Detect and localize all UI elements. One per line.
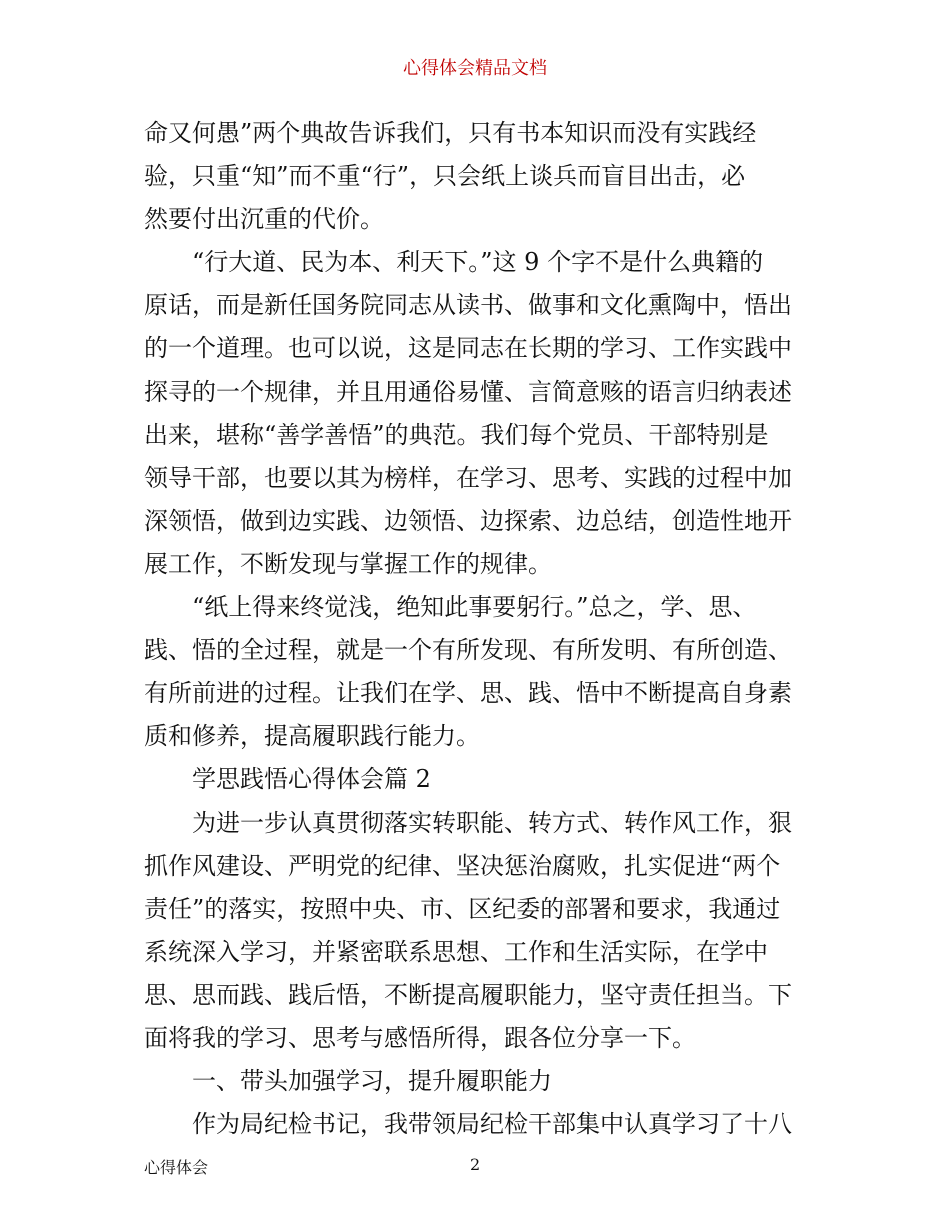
text-line: “行大道、民为本、利天下。”这 9 个字不是什么典籍的 <box>144 248 764 277</box>
text-line: 展工作，不断发现与掌握工作的规律。 <box>144 549 552 578</box>
page-number: 2 <box>470 1155 481 1174</box>
text-line: 出来，堪称“善学善悟”的典范。我们每个党员、干部特别是 <box>144 420 769 449</box>
text-line: 面将我的学习、思考与感悟所得，跟各位分享一下。 <box>144 1023 696 1052</box>
text-line: 验，只重“知”而不重“行”，只会纸上谈兵而盲目出击，必 <box>144 162 746 191</box>
text-line: 作为局纪检书记，我带领局纪检干部集中认真学习了十八 <box>144 1110 792 1139</box>
text-line: 然要付出沉重的代价。 <box>144 205 384 234</box>
text-line: 探寻的一个规律，并且用通俗易懂、言简意赅的语言归纳表述 <box>144 377 792 406</box>
text-line: 领导干部，也要以其为榜样，在学习、思考、实践的过程中加 <box>144 463 792 492</box>
text-line: 有所前进的过程。让我们在学、思、践、悟中不断提高自身素 <box>144 679 792 708</box>
text-line: 思、思而践、践后悟，不断提高履职能力，坚守责任担当。下 <box>144 980 792 1009</box>
text-line: 的一个道理。也可以说，这是同志在长期的学习、工作实践中 <box>144 334 792 363</box>
text-line: 抓作风建设、严明党的纪律、坚决惩治腐败，扎实促进“两个 <box>144 851 781 880</box>
document-body <box>144 112 824 1146</box>
text-line: 原话，而是新任国务院同志从读书、做事和文化熏陶中，悟出 <box>144 291 792 320</box>
text-line: 责任”的落实，按照中央、市、区纪委的部署和要求，我通过 <box>144 894 781 923</box>
text-line: “纸上得来终觉浅，绝知此事要躬行。”总之，学、思、 <box>144 593 757 622</box>
text-line: 学思践悟心得体会篇 2 <box>144 765 431 794</box>
text-line: 命又何愚”两个典故告诉我们，只有书本知识而没有实践经 <box>144 119 757 147</box>
text-line: 践、悟的全过程，就是一个有所发现、有所发明、有所创造、 <box>144 636 792 665</box>
text-line: 一、带头加强学习，提升履职能力 <box>144 1067 552 1096</box>
text-line: 系统深入学习，并紧密联系思想、工作和生活实际，在学中 <box>144 937 768 966</box>
footer-label: 心得体会 <box>144 1158 209 1177</box>
text-line: 质和修养，提高履职践行能力。 <box>144 722 480 751</box>
text-line: 为进一步认真贯彻落实转职能、转方式、转作风工作，狠 <box>144 808 792 837</box>
text-line: 深领悟，做到边实践、边领悟、边探索、边总结，创造性地开 <box>144 506 792 535</box>
page-header-title: 心得体会精品文档 <box>403 58 547 79</box>
